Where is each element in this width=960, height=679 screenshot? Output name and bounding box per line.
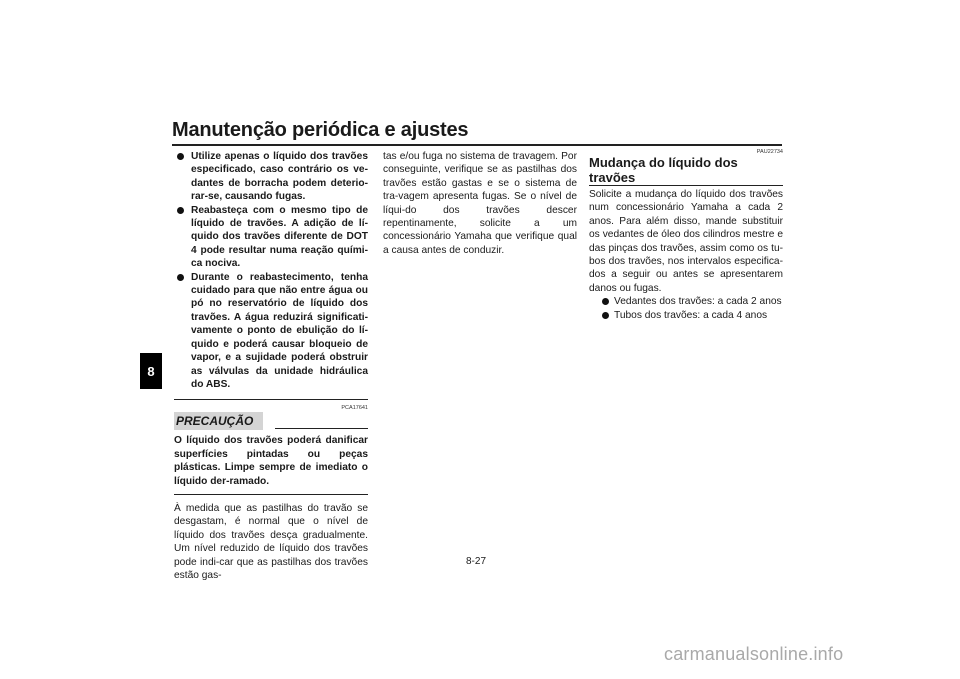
section-title: Mudança do líquido dos travões [589, 155, 783, 186]
bullet-text: Reabasteça com o mesmo tipo de líquido de travões. A adição de lí-quido dos travões diferente de DOT 4 pode resultar numa reação quími-ca nociva. [191, 204, 368, 270]
page-number: 8-27 [466, 556, 487, 567]
list-item [174, 204, 368, 271]
warning-bullet-list [174, 150, 368, 391]
list-item [174, 271, 368, 392]
header-rule [172, 144, 782, 146]
bullet-icon [602, 298, 609, 305]
caution-text: O líquido dos travões poderá danificar superfícies pintadas ou peças plásticas. Limpe sempre de imediato o líquido der-ramado. [174, 435, 368, 487]
bullet-icon [602, 312, 609, 319]
list-item [601, 309, 783, 322]
caution-label: PRECAUÇÃO [174, 412, 263, 430]
watermark: carmanualsonline.info [664, 644, 844, 664]
list-item [601, 295, 783, 308]
body-paragraph: tas e/ou fuga no sistema de travagem. Por conseguinte, verifique se as pastilhas dos travões estão gastas e se o sistema de tra-vagem apresenta fugas. Se o nível de líqui-do dos travões descer repentinamente, solicite a um concessionário Yamaha que verifique qual a causa antes de conduzir. [383, 151, 577, 256]
caution-code: PCA17641 [341, 405, 368, 412]
caution-header [174, 412, 368, 430]
interval-bullet-list [589, 295, 783, 322]
page-title: Manutenção periódica e ajustes [172, 119, 469, 141]
list-item [174, 150, 368, 204]
caution-box [174, 399, 368, 495]
column-3 [589, 150, 783, 322]
bullet-text: Utilize apenas o líquido dos travões especificado, caso contrário os ve-dantes de borracha podem deterio-rar-se, causando fugas. [191, 151, 368, 203]
caution-rule [275, 428, 368, 429]
column-2 [383, 150, 577, 257]
chapter-tab: 8 [140, 353, 162, 389]
bullet-icon [177, 153, 184, 160]
body-paragraph: À medida que as pastilhas do travão se desgastam, é normal que o nível de líquido dos travões desça gradualmente. Um nível reduzido de líquido dos travões pode indi-car que as pastilhas dos travões estão gas- [174, 502, 368, 581]
section-code: PAU22734 [756, 149, 783, 155]
bullet-text: Vedantes dos travões: a cada 2 anos [614, 296, 782, 308]
bullet-text: Tubos dos travões: a cada 4 anos [614, 309, 768, 321]
body-paragraph: Solicite a mudança do líquido dos travões num concessionário Yamaha a cada 2 anos. Para além disso, mande substituir os vedantes de óleo dos cilindros mestre e das pinças dos travões, assim como os tu-bos dos travões, nos intervalos especifica-dos a seguir ou antes se apresentarem danos ou fugas. [589, 189, 783, 294]
bullet-icon [177, 274, 184, 281]
bullet-text: Durante o reabastecimento, tenha cuidado para que não entre água ou pó no reservatório de líquido dos travões. A água reduzirá significati-vamente o ponto de ebulição do lí-quido e poderá causar bloqueio de vapor, e a sujidade poderá obstruir as válvulas da unidade hidráulica do ABS. [191, 271, 368, 390]
page-header [172, 118, 782, 146]
bullet-icon [177, 207, 184, 214]
column-1 [174, 150, 368, 582]
